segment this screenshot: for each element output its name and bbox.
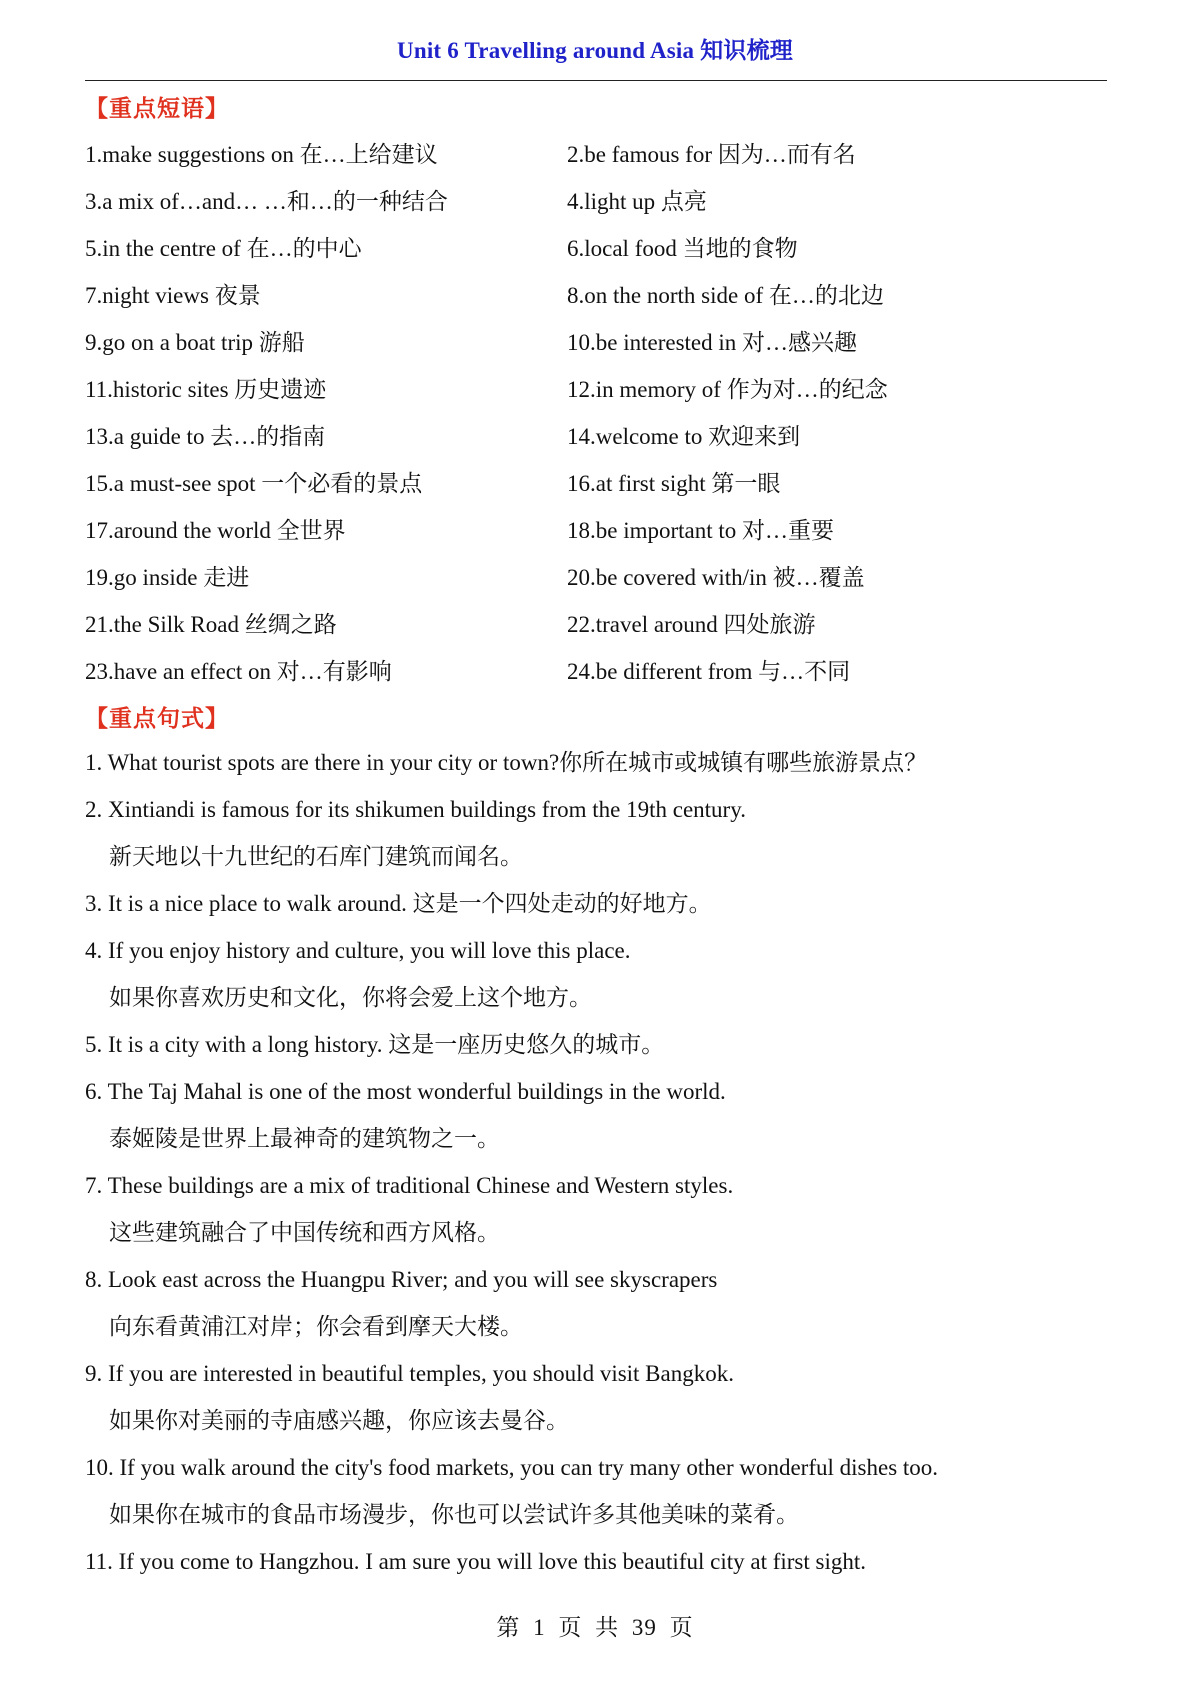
phrase-item: 11.historic sites 历史遗迹 [85, 377, 327, 402]
header-divider [85, 80, 1107, 81]
sentence-english: 3. It is a nice place to walk around. 这是一个四处走动的好地方。 [85, 891, 712, 916]
phrase-item: 14.welcome to 欢迎来到 [567, 424, 801, 449]
phrase-item: 18.be important to 对…重要 [567, 518, 835, 543]
sentence-english: 9. If you are interested in beautiful temples, you should visit Bangkok. [85, 1361, 734, 1386]
phrase-item: 1.make suggestions on 在…上给建议 [85, 142, 438, 167]
document-title: Unit 6 Travelling around Asia 知识梳理 [397, 38, 793, 63]
phrase-item: 24.be different from 与…不同 [567, 659, 851, 684]
sentence-english: 2. Xintiandi is famous for its shikumen buildings from the 19th century. [85, 797, 746, 822]
sentence-english: 1. What tourist spots are there in your city or town?你所在城市或城镇有哪些旅游景点？ [85, 750, 928, 775]
phrase-item: 15.a must-see spot 一个必看的景点 [85, 471, 423, 496]
phrase-item: 17.around the world 全世界 [85, 518, 346, 543]
sentence-english: 10. If you walk around the city's food markets, you can try many other wonderful dishes too. [85, 1455, 939, 1480]
sentence-translation: 如果你对美丽的寺庙感兴趣，你应该去曼谷。 [109, 1408, 569, 1433]
phrase-item: 6.local food 当地的食物 [567, 236, 798, 261]
phrase-item: 19.go inside 走进 [85, 565, 250, 590]
phrase-item: 13.a guide to 去…的指南 [85, 424, 326, 449]
phrase-item: 7.night views 夜景 [85, 283, 261, 308]
phrase-item: 4.light up 点亮 [567, 189, 707, 214]
phrase-item: 9.go on a boat trip 游船 [85, 330, 305, 355]
sentence-english: 6. The Taj Mahal is one of the most wonderful buildings in the world. [85, 1079, 726, 1104]
phrases-heading: 【重点短语】 [85, 96, 229, 121]
sentence-english: 5. It is a city with a long history. 这是一座历史悠久的城市。 [85, 1032, 665, 1057]
phrase-item: 21.the Silk Road 丝绸之路 [85, 612, 337, 637]
sentence-list [85, 745, 1105, 1591]
sentence-english: 4. If you enjoy history and culture, you will love this place. [85, 938, 631, 963]
sentence-english: 8. Look east across the Huangpu River; and you will see skyscrapers [85, 1267, 718, 1292]
phrase-item: 5.in the centre of 在…的中心 [85, 236, 362, 261]
sentence-translation: 这些建筑融合了中国传统和西方风格。 [109, 1220, 500, 1245]
sentence-translation: 如果你在城市的食品市场漫步，你也可以尝试许多其他美味的菜肴。 [109, 1502, 799, 1527]
sentence-translation: 新天地以十九世纪的石库门建筑而闻名。 [109, 844, 523, 869]
phrase-item: 16.at first sight 第一眼 [567, 471, 781, 496]
sentence-translation: 向东看黄浦江对岸；你会看到摩天大楼。 [109, 1314, 523, 1339]
page-number: 第 1 页 共 39 页 [496, 1615, 694, 1640]
phrase-list [85, 137, 1105, 701]
sentence-english: 7. These buildings are a mix of traditional Chinese and Western styles. [85, 1173, 734, 1198]
phrase-item: 22.travel around 四处旅游 [567, 612, 816, 637]
phrase-item: 12.in memory of 作为对…的纪念 [567, 377, 888, 402]
sentence-translation: 泰姬陵是世界上最神奇的建筑物之一。 [109, 1126, 500, 1151]
phrase-item: 10.be interested in 对…感兴趣 [567, 330, 858, 355]
phrase-item: 20.be covered with/in 被…覆盖 [567, 565, 865, 590]
phrase-item: 2.be famous for 因为…而有名 [567, 142, 856, 167]
sentence-translation: 如果你喜欢历史和文化，你将会爱上这个地方。 [109, 985, 592, 1010]
sentence-english: 11. If you come to Hangzhou. I am sure you will love this beautiful city at first sight. [85, 1549, 866, 1574]
phrase-item: 23.have an effect on 对…有影响 [85, 659, 392, 684]
phrase-item: 3.a mix of…and… …和…的一种结合 [85, 189, 448, 214]
phrase-item: 8.on the north side of 在…的北边 [567, 283, 884, 308]
sentences-heading: 【重点句式】 [85, 706, 229, 731]
